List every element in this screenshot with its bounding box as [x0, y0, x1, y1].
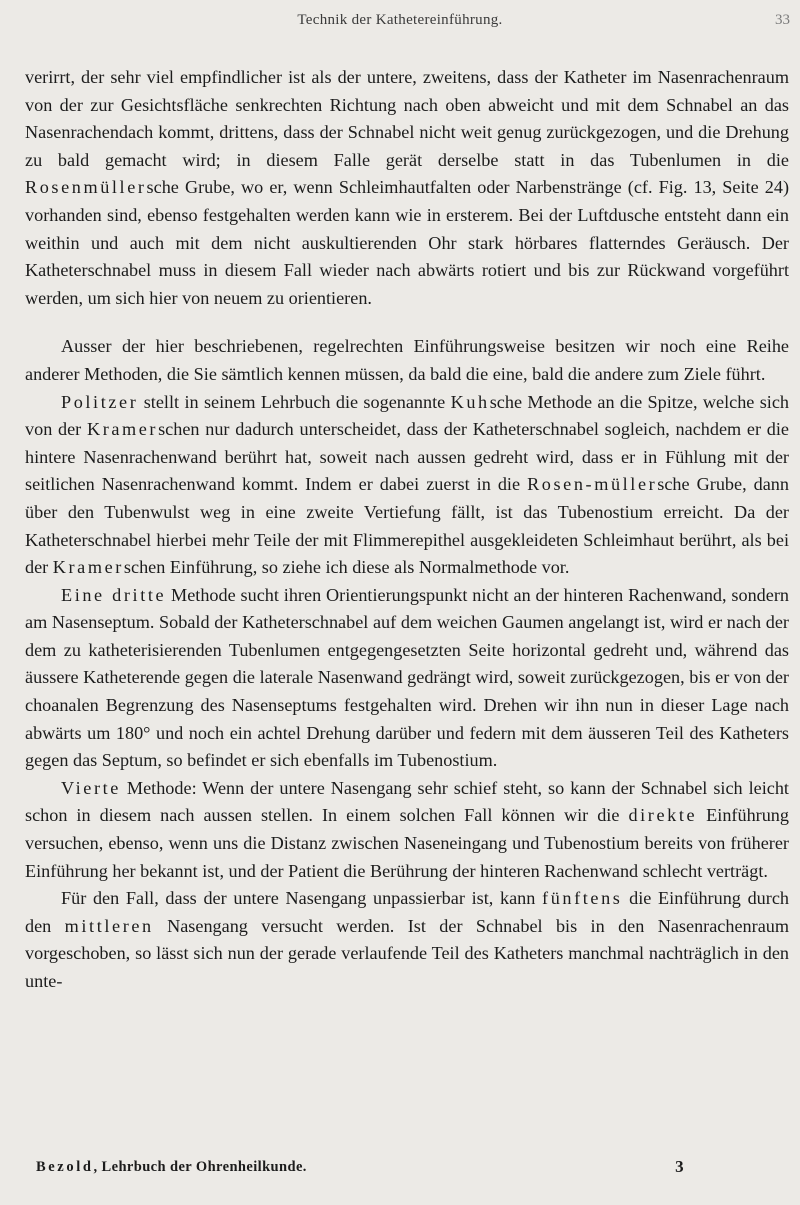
author-name: Kramer: [52, 557, 124, 578]
author-name: Rosen-müller: [527, 474, 658, 495]
signature-mark: 3: [675, 1157, 684, 1176]
page-footer: [36, 1159, 764, 1176]
emphasis: mittleren: [64, 915, 154, 936]
body-text: [25, 64, 789, 996]
paragraph-1: verirrt, der sehr viel empfindlicher ist als der untere, zweitens, dass der Katheter im Nasenrachenraum von der zur Gesichtsfläche senkrechten Richtung nach oben abweicht und mit dem Schnabel an das Nasenrachendach kommt, drittens, dass der Schnabel nicht weit genug zurückgezogen, und die Drehung zu bald gemacht wird; in diesem Falle gerät derselbe statt in das Tubenlumen in die Rosenmüllersche Grube, wo er, wenn Schleimhautfalten oder Narbenstränge (cf. Fig. 13, Seite 24) vorhanden sind, ebenso festgehalten werden kann wie in ersterem. Bei der Luftdusche entsteht dann ein weithin und auch mit dem nicht auskultierenden Ohr stark hörbares flatterndes Geräusch. Der Katheterschnabel muss in diesem Fall wieder nach abwärts rotiert und bis zur Rückwand vorgeführt werden, um sich hier von neuem zu orientieren.: [25, 67, 789, 308]
page-number: 33: [775, 12, 790, 28]
imprint-author: Bezold: [36, 1159, 94, 1175]
author-name: Kuh: [450, 391, 490, 412]
emphasis: Vierte: [61, 777, 121, 798]
imprint: [36, 1159, 307, 1175]
author-name: Politzer: [61, 391, 139, 412]
paragraph-4: Eine dritte Methode sucht ihren Orientierungspunkt nicht an der hinteren Rachenwand, sondern am Nasenseptum. Sobald der Katheterschnabel auf dem weichen Gaumen angelangt ist, wird er nach der dem zu katheterisierenden Tubenlumen entgegengesetzten Seite horizontal gedreht und, während das äussere Katheterende gegen die laterale Nasenwand gedrängt wird, soweit zurückgezogen, bis er von der choanalen Begrenzung des Nasenseptums festgehalten wird. Drehen wir ihn nun in dieser Lage nach abwärts um 180° und noch ein achtel Drehung darüber und federn mit dem äusseren Teil des Katheters gegen das Septum, so befindet er sich ebenfalls im Tubenostium.: [25, 584, 789, 771]
running-title: Technik der Kathetereinführung.: [297, 12, 503, 28]
paragraph-5: Vierte Methode: Wenn der untere Nasengang sehr schief steht, so kann der Schnabel sich leicht schon in diesem nach aussen stellen. In einem solchen Fall können wir die direkte Einführung versuchen, ebenso, wenn uns die Distanz zwischen Naseneingang und Tubenostium bereits von früherer Einführung her bekannt ist, und der Patient die Berührung der hinteren Rachenwand schlecht verträgt.: [25, 777, 789, 881]
paragraph-2: Ausser der hier beschriebenen, regelrechten Einführungsweise besitzen wir noch eine Reihe anderer Methoden, die Sie sämtlich kennen müssen, da bald die eine, bald die andere zum Ziele führt.: [25, 336, 789, 384]
emphasis: fünftens: [542, 888, 623, 909]
author-name: Rosenmüller: [25, 177, 147, 198]
paragraph-6: Für den Fall, dass der untere Nasengang unpassierbar ist, kann fünftens die Einführung durch den mittleren Nasengang versucht werden. Ist der Schnabel bis in den Nasenrachenraum vorgeschoben, so lässt sich nun der gerade verlaufende Teil des Katheters manchmal nachträglich in den unte-: [25, 888, 790, 991]
author-name: Kramer: [86, 419, 159, 440]
emphasis: direkte: [628, 805, 698, 826]
imprint-title: , Lehrbuch der Ohrenheilkunde.: [93, 1159, 307, 1175]
page-header: [0, 6, 800, 36]
emphasis: Eine dritte: [61, 584, 167, 605]
paragraph-3: Politzer stellt in seinem Lehrbuch die sogenannte Kuhsche Methode an die Spitze, welche sich von der Kramerschen nur dadurch unterscheidet, dass der Katheterschnabel sogleich, nachdem er die hintere Nasenrachenwand berührt hat, soweit nach aussen gedreht wird, dass er in Fühlung mit der seitlichen Nasenrachenwand kommt. Indem er dabei zuerst in die Rosen-müllersche Grube, dann über den Tubenwulst weg in eine zweite Vertiefung fällt, ist das Tubenostium erreicht. Da der Katheterschnabel hierbei mehr Teile der mit Flimmerepithel ausgekleideten Schleimhaut berührt, als bei der Kramerschen Einführung, so ziehe ich diese als Normalmethode vor.: [25, 391, 790, 578]
